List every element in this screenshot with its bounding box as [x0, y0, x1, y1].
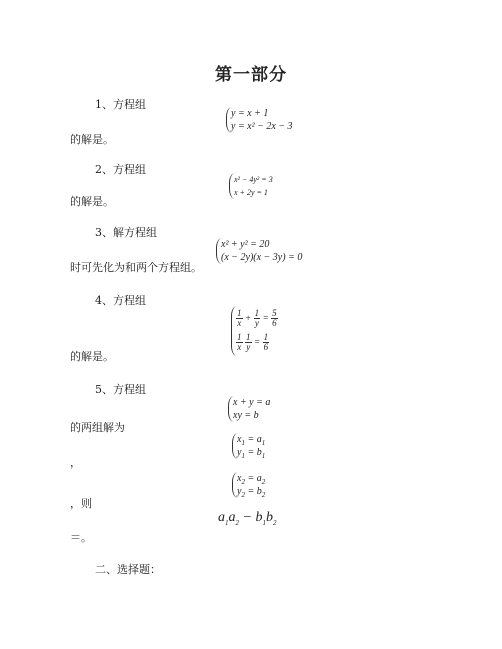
q3-system [216, 238, 302, 264]
q3-eq2: (x − 2y)(x − 3y) = 0 [221, 252, 303, 263]
section-2-heading: 二、选择题： [95, 563, 161, 576]
q5-equals: ＝。 [70, 531, 92, 544]
q5-system [228, 396, 270, 422]
q5-label: 5、方程组 [95, 383, 146, 396]
q5-eq2: xy = b [233, 410, 259, 421]
q1-eq1: y = x + 1 [231, 108, 269, 119]
q5-two-solutions: 的两组解为 [70, 421, 125, 434]
q4-after: 的解是。 [70, 350, 114, 363]
q5-solution-2: $x_2 = a_2$ $y_2 = b_2$ [232, 472, 265, 498]
q1-system [226, 107, 293, 133]
q2-system [229, 173, 273, 199]
q4-label: 4、方程组 [95, 294, 146, 307]
q5-solution-1: $x_1 = a_1$ $y_1 = b_1$ [232, 433, 265, 459]
page-title: 第一部分 [215, 65, 287, 85]
q2-label: 2、方程组 [95, 163, 146, 176]
q1-eq2: y = x² − 2x − 3 [231, 121, 293, 132]
q4-system [231, 306, 278, 356]
q4-eq2: $\frac{1}{x}$ $\frac{1}{y}$ = $\frac{1}{6}$ [237, 332, 269, 353]
q5-then: ，则 [70, 497, 92, 510]
q3-after: 时可先化为和两个方程组。 [70, 261, 202, 274]
q2-after: 的解是。 [70, 195, 114, 208]
q4-eq1: $\frac{1}{x}$ + $\frac{1}{y}$ = $\frac{5}{6}$ [237, 308, 277, 329]
q5-eq1: x + y = a [233, 397, 271, 408]
q5-expression: $a_1a_2 - b_1b_2$ [218, 510, 277, 527]
q2-eq2: x + 2y = 1 [234, 188, 268, 197]
q1-after: 的解是。 [70, 133, 114, 146]
q3-eq1: x² + y² = 20 [221, 239, 270, 250]
q5-comma: ， [70, 456, 81, 469]
q3-label: 3、解方程组 [95, 226, 157, 239]
q2-eq1: x² − 4y² = 3 [234, 175, 273, 184]
q1-label: 1、方程组 [95, 98, 146, 111]
